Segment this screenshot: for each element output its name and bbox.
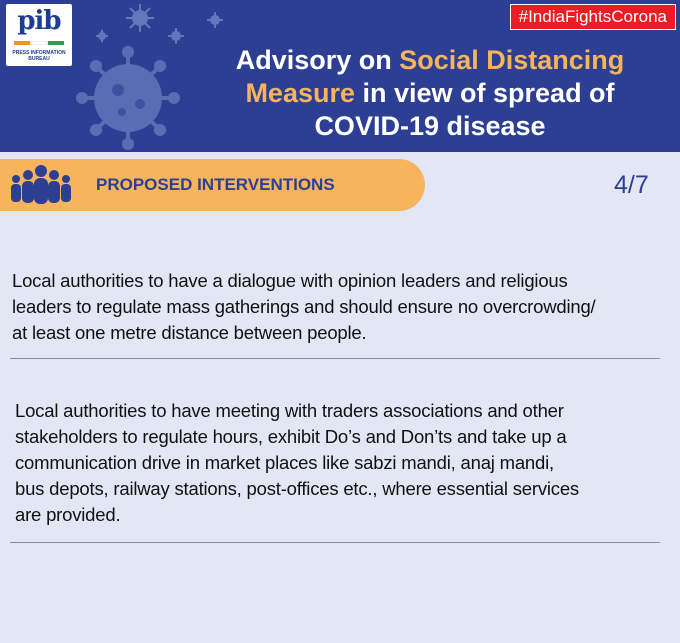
title-text: Advisory on [235, 45, 400, 75]
people-group-icon [8, 165, 74, 205]
advisory-paragraph-1 [12, 268, 672, 346]
page-title [180, 44, 680, 143]
paragraph-line: are provided. [15, 504, 121, 525]
hashtag-badge: #IndiaFightsCorona [510, 4, 676, 30]
advisory-paragraph-2 [15, 398, 663, 528]
logo-tricolor-stripe [6, 41, 72, 45]
title-line-3: COVID-19 disease [314, 111, 546, 141]
paragraph-line: communication drive in market places like sabzi mandi, anaj mandi, [15, 452, 554, 473]
paragraph-line: bus depots, railway stations, post-offices etc., where essential services [15, 478, 579, 499]
header-banner [0, 0, 680, 152]
paragraph-line: at least one metre distance between people. [12, 322, 367, 343]
title-highlight: Social Distancing [399, 45, 625, 75]
title-line-2 [180, 77, 680, 110]
divider [10, 542, 660, 543]
title-line-1 [180, 44, 680, 77]
divider [10, 358, 660, 359]
section-label: PROPOSED INTERVENTIONS [96, 175, 335, 194]
logo-text: pib [17, 6, 61, 36]
paragraph-line: stakeholders to regulate hours, exhibit Do’s and Don’ts and take up a [15, 426, 567, 447]
page-indicator: 4/7 [614, 171, 649, 199]
logo-subtitle: PRESS INFORMATION BUREAU [12, 50, 66, 62]
paragraph-line: Local authorities to have meeting with traders associations and other [15, 400, 564, 421]
title-text: in view of spread of [355, 78, 615, 108]
pib-logo [6, 4, 72, 66]
title-highlight: Measure [245, 78, 355, 108]
paragraph-line: Local authorities to have a dialogue with opinion leaders and religious [12, 270, 568, 291]
paragraph-line: leaders to regulate mass gatherings and should ensure no overcrowding/ [12, 296, 596, 317]
